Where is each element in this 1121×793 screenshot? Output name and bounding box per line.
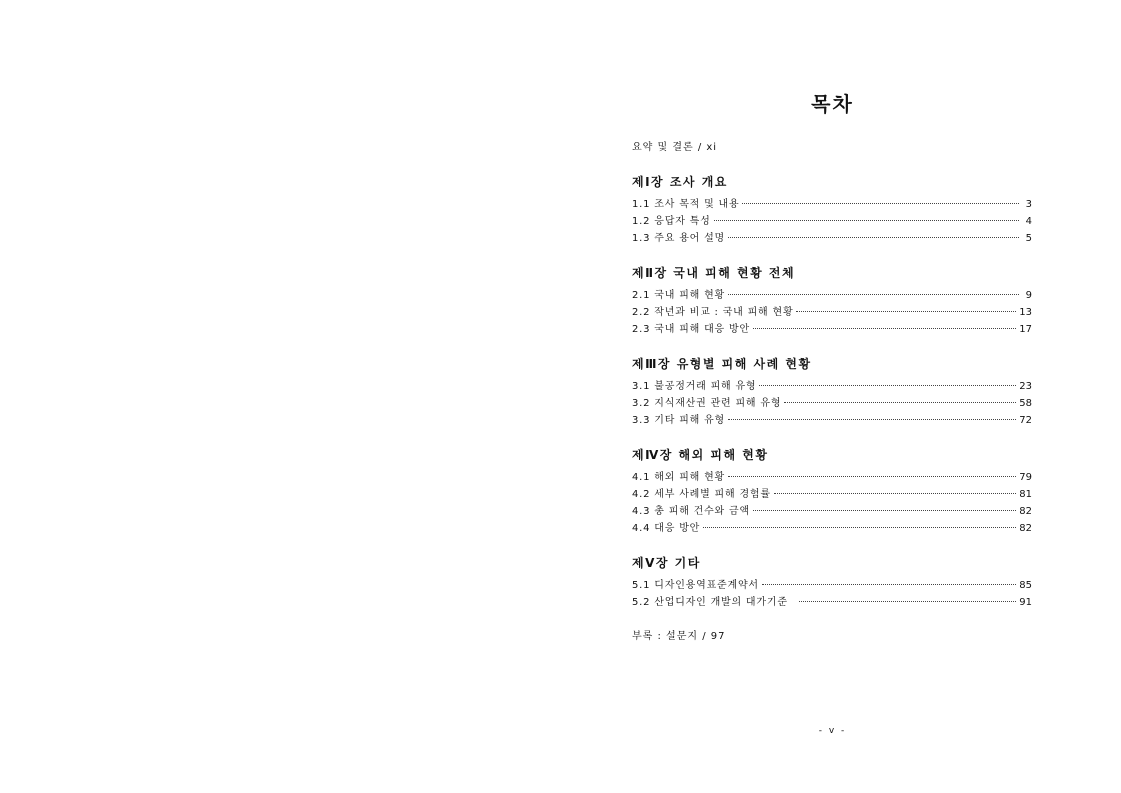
entry-label: 총 피해 건수와 금액 (654, 506, 750, 517)
entry-label: 해외 피해 현황 (654, 472, 726, 483)
entry-page: 79 (1019, 472, 1032, 483)
toc-entry (632, 594, 1032, 611)
dot-leader (753, 328, 1016, 329)
entry-label: 산업디자인 개발의 대가기준 (654, 597, 796, 608)
dot-leader (728, 476, 1016, 477)
toc-entry (632, 321, 1032, 338)
entry-number: 1.1 (632, 199, 655, 210)
appendix-line: 부록 : 설문지 / 97 (632, 631, 726, 642)
entry-page: 3 (1025, 199, 1032, 210)
entry-label: 지식재산권 관련 피해 유형 (654, 398, 782, 409)
summary-line: 요약 및 결론 / xi (632, 142, 718, 153)
chapter-2 (632, 263, 1032, 338)
entry-page: 5 (1025, 233, 1032, 244)
chapter-5 (632, 553, 1032, 611)
entry-label: 조사 목적 및 내용 (654, 199, 740, 210)
toc-entry (632, 577, 1032, 594)
dot-leader (774, 493, 1016, 494)
entry-label: 국내 피해 대응 방안 (654, 324, 750, 335)
entry-label: 디자인용역표준계약서 (654, 580, 759, 591)
dot-leader (728, 294, 1019, 295)
toc-entry (632, 378, 1032, 395)
toc-entry (632, 503, 1032, 520)
entry-page: 82 (1019, 506, 1032, 517)
entry-number: 3.1 (632, 381, 655, 392)
toc-title: 목차 (811, 92, 854, 116)
toc-entry (632, 486, 1032, 503)
toc-page (560, 0, 1121, 793)
dot-leader (742, 203, 1019, 204)
entry-number: 3.2 (632, 398, 655, 409)
entry-page: 23 (1019, 381, 1032, 392)
chapter-1 (632, 172, 1032, 247)
page-number: - v - (818, 726, 847, 736)
toc-entry (632, 230, 1032, 247)
entry-number: 1.3 (632, 233, 655, 244)
dot-leader (784, 402, 1016, 403)
entry-page: 9 (1025, 290, 1032, 301)
entry-page: 72 (1019, 415, 1032, 426)
dot-leader (799, 601, 1017, 602)
toc-entry (632, 469, 1032, 486)
toc-entry (632, 395, 1032, 412)
toc-entry (632, 213, 1032, 230)
entry-number: 4.1 (632, 472, 655, 483)
toc-entry (632, 520, 1032, 537)
dot-leader (796, 311, 1016, 312)
chapter-title: 제Ⅳ장 해외 피해 현황 (632, 448, 769, 462)
entry-label: 주요 용어 설명 (654, 233, 726, 244)
entry-number: 1.2 (632, 216, 655, 227)
dot-leader (728, 237, 1019, 238)
chapter-title: 제Ⅴ장 기타 (632, 556, 701, 570)
entry-number: 5.2 (632, 597, 655, 608)
entry-page: 4 (1025, 216, 1032, 227)
chapter-title: 제Ⅲ장 유형별 피해 사례 현황 (632, 357, 812, 371)
entry-label: 국내 피해 현황 (654, 290, 726, 301)
dot-leader (728, 419, 1016, 420)
dot-leader (759, 385, 1016, 386)
entry-page: 13 (1019, 307, 1032, 318)
dot-leader (703, 527, 1016, 528)
toc-entry (632, 196, 1032, 213)
entry-page: 85 (1019, 580, 1032, 591)
dot-leader (762, 584, 1016, 585)
entry-number: 2.1 (632, 290, 655, 301)
entry-label: 응답자 특성 (654, 216, 711, 227)
chapter-title: 제Ⅱ장 국내 피해 현황 전체 (632, 266, 796, 280)
entry-label: 세부 사례별 피해 경험률 (654, 489, 771, 500)
entry-label: 불공정거래 피해 유형 (654, 381, 757, 392)
dot-leader (753, 510, 1016, 511)
entry-number: 5.1 (632, 580, 655, 591)
entry-label: 기타 피해 유형 (654, 415, 726, 426)
entry-page: 82 (1019, 523, 1032, 534)
chapter-title: 제Ⅰ장 조사 개요 (632, 175, 728, 189)
entry-number: 4.2 (632, 489, 655, 500)
entry-page: 81 (1019, 489, 1032, 500)
toc-entry (632, 287, 1032, 304)
entry-page: 58 (1019, 398, 1032, 409)
toc-entry (632, 412, 1032, 429)
chapter-4 (632, 445, 1032, 537)
entry-number: 2.3 (632, 324, 655, 335)
entry-number: 4.4 (632, 523, 655, 534)
entry-number: 3.3 (632, 415, 655, 426)
entry-page: 17 (1019, 324, 1032, 335)
entry-label: 작년과 비교 : 국내 피해 현황 (654, 307, 794, 318)
chapter-3 (632, 354, 1032, 429)
toc-entry (632, 304, 1032, 321)
left-blank-page (0, 0, 560, 793)
toc-body (632, 140, 1032, 645)
dot-leader (714, 220, 1019, 221)
entry-number: 4.3 (632, 506, 655, 517)
entry-page: 91 (1019, 597, 1032, 608)
entry-label: 대응 방안 (654, 523, 701, 534)
entry-number: 2.2 (632, 307, 655, 318)
